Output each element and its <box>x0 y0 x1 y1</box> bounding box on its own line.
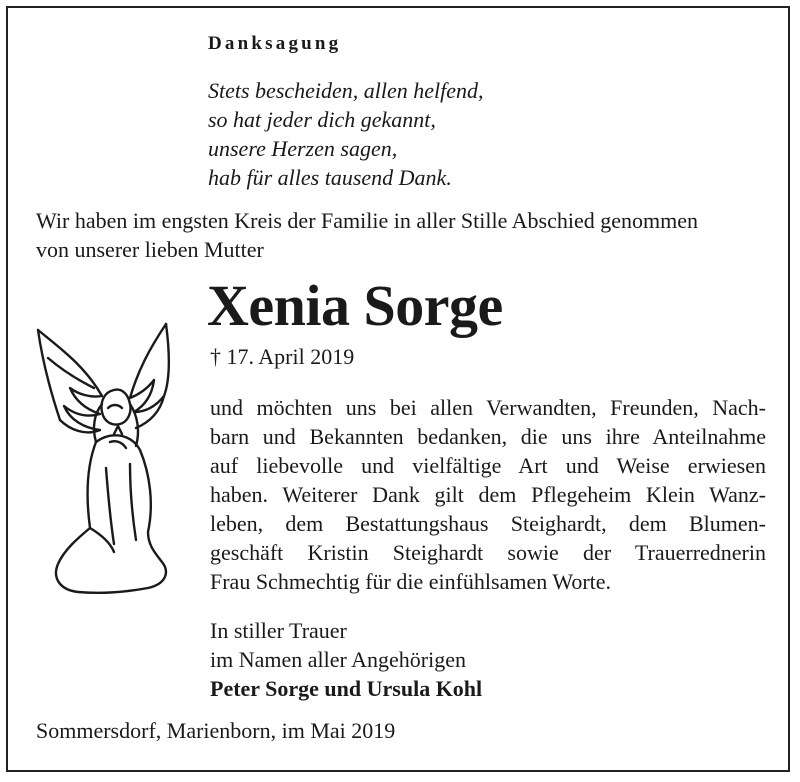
intro-line: Wir haben im engsten Kreis der Familie in aller Stille Abschied genommen <box>36 208 699 233</box>
signoff <box>210 616 482 703</box>
poem-line: so hat jeder dich gekannt, <box>208 107 436 132</box>
intro-line: von unserer lieben Mutter <box>36 237 264 262</box>
poem-line: hab für alles tausend Dank. <box>208 165 452 190</box>
signoff-line: In stiller Trauer <box>210 618 347 643</box>
thanks-line: haben. Weiterer Dank gilt dem Pflegeheim Klein Wanz- <box>210 482 766 507</box>
deceased-name: Xenia Sorge <box>207 273 503 338</box>
thanks-line: leben, dem Bestattungshaus Steighardt, dem Blumen- <box>210 511 766 536</box>
signoff-line: im Namen aller Angehörigen <box>210 647 466 672</box>
intro-text <box>36 206 776 264</box>
thanks-line: barn und Bekannten bedanken, die uns ihre Anteilnahme <box>210 424 766 449</box>
thanks-line: und möchten uns bei allen Verwandten, Freunden, Nach- <box>210 395 766 420</box>
thanks-paragraph <box>210 393 766 596</box>
thanks-line: geschäft Kristin Steighardt sowie der Trauerrednerin <box>210 540 766 565</box>
place-date: Sommersdorf, Marienborn, im Mai 2019 <box>36 718 396 743</box>
heading: Danksagung <box>208 33 342 54</box>
poem-line: Stets bescheiden, allen helfend, <box>208 78 484 103</box>
poem-line: unsere Herzen sagen, <box>208 136 398 161</box>
mourner-names: Peter Sorge und Ursula Kohl <box>210 676 483 701</box>
thanks-line: Frau Schmechtig für die einfühlsamen Worte. <box>210 569 612 594</box>
thanks-line: auf liebevolle und vielfältige Art und Weise erwiesen <box>210 453 766 478</box>
angel-icon <box>30 318 190 610</box>
poem <box>208 76 484 192</box>
death-date: † 17. April 2019 <box>210 344 355 369</box>
